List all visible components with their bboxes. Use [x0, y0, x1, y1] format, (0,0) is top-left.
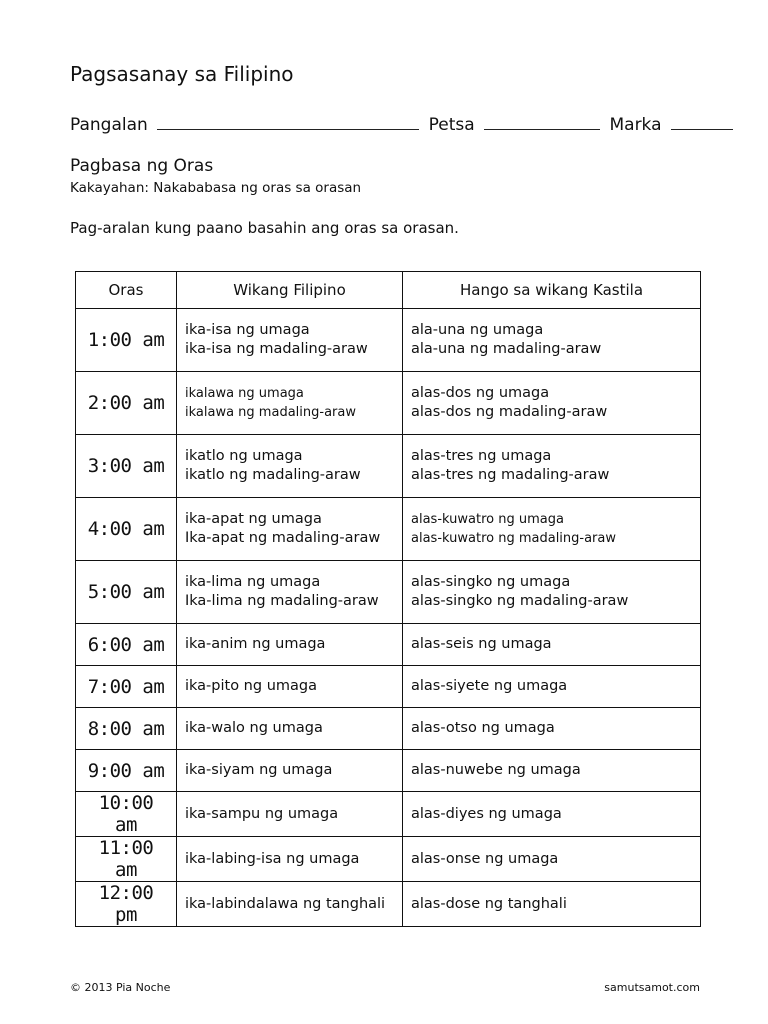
- spanish-cell: alas-nuwebe ng umaga: [403, 750, 701, 792]
- filipino-cell: ika-anim ng umaga: [177, 624, 403, 666]
- filipino-text: ikatlo ng madaling-araw: [185, 467, 361, 483]
- page-title: Pagsasanay sa Filipino: [70, 62, 294, 86]
- filipino-cell: [177, 498, 403, 561]
- score-blank: [671, 113, 733, 130]
- time-cell: 4:00 am: [76, 498, 177, 561]
- time-cell: 2:00 am: [76, 372, 177, 435]
- time-cell: 1:00 am: [76, 309, 177, 372]
- name-blank: [157, 113, 419, 130]
- table-row: [76, 498, 701, 561]
- filipino-text: ika-lima ng umaga: [185, 574, 321, 590]
- filipino-cell: ika-walo ng umaga: [177, 708, 403, 750]
- filipino-cell: ika-siyam ng umaga: [177, 750, 403, 792]
- spanish-cell: alas-diyes ng umaga: [403, 792, 701, 837]
- website-text: samutsamot.com: [604, 981, 700, 994]
- spanish-text: alas-singko ng madaling-araw: [411, 593, 629, 609]
- spanish-text: alas-tres ng madaling-araw: [411, 467, 610, 483]
- spanish-cell: alas-otso ng umaga: [403, 708, 701, 750]
- filipino-cell: ika-labindalawa ng tanghali: [177, 882, 403, 927]
- spanish-text: alas-kuwatro ng umaga: [411, 512, 564, 527]
- date-blank: [484, 113, 600, 130]
- filipino-text: Ika-lima ng madaling-araw: [185, 593, 379, 609]
- copyright-text: © 2013 Pia Noche: [70, 981, 171, 994]
- header-wikang-filipino: Wikang Filipino: [177, 272, 403, 309]
- filipino-text: Ika-apat ng madaling-araw: [185, 530, 381, 546]
- spanish-text: alas-tres ng umaga: [411, 448, 552, 464]
- spanish-cell: alas-seis ng umaga: [403, 624, 701, 666]
- table-row: [76, 750, 701, 792]
- spanish-text: alas-dos ng umaga: [411, 385, 550, 401]
- spanish-text: alas-kuwatro ng madaling-araw: [411, 531, 617, 546]
- table-row: [76, 624, 701, 666]
- spanish-text: alas-singko ng umaga: [411, 574, 571, 590]
- time-cell: 6:00 am: [76, 624, 177, 666]
- filipino-cell: ika-labing-isa ng umaga: [177, 837, 403, 882]
- time-cell: 12:00 pm: [76, 882, 177, 927]
- time-cell: 9:00 am: [76, 750, 177, 792]
- filipino-cell: ika-pito ng umaga: [177, 666, 403, 708]
- filipino-cell: [177, 435, 403, 498]
- filipino-text: ika-isa ng umaga: [185, 322, 310, 338]
- header-hango-sa-kastila: Hango sa wikang Kastila: [403, 272, 701, 309]
- name-label: Pangalan: [70, 115, 148, 135]
- spanish-cell: [403, 372, 701, 435]
- spanish-cell: alas-dose ng tanghali: [403, 882, 701, 927]
- time-reading-table: [75, 271, 701, 927]
- time-cell: 5:00 am: [76, 561, 177, 624]
- table-header-row: [76, 272, 701, 309]
- filipino-cell: [177, 309, 403, 372]
- spanish-text: alas-dos ng madaling-araw: [411, 404, 608, 420]
- filipino-text: ikatlo ng umaga: [185, 448, 303, 464]
- spanish-text: ala-una ng umaga: [411, 322, 544, 338]
- table-row: [76, 666, 701, 708]
- filipino-text: ika-apat ng umaga: [185, 511, 322, 527]
- spanish-cell: [403, 435, 701, 498]
- spanish-cell: alas-onse ng umaga: [403, 837, 701, 882]
- table-row: [76, 837, 701, 882]
- table-row: [76, 309, 701, 372]
- filipino-cell: ika-sampu ng umaga: [177, 792, 403, 837]
- date-label: Petsa: [428, 115, 475, 135]
- header-oras: Oras: [76, 272, 177, 309]
- table-row: [76, 708, 701, 750]
- table-row: [76, 435, 701, 498]
- filipino-text: ikalawa ng umaga: [185, 386, 304, 401]
- spanish-text: ala-una ng madaling-araw: [411, 341, 602, 357]
- table-row: [76, 792, 701, 837]
- time-cell: 3:00 am: [76, 435, 177, 498]
- section-title: Pagbasa ng Oras: [70, 156, 214, 176]
- filipino-cell: [177, 561, 403, 624]
- table-row: [76, 882, 701, 927]
- spanish-cell: [403, 498, 701, 561]
- spanish-cell: [403, 309, 701, 372]
- table-row: [76, 561, 701, 624]
- time-cell: 11:00 am: [76, 837, 177, 882]
- student-info-line: [70, 113, 737, 135]
- table-row: [76, 372, 701, 435]
- spanish-cell: alas-siyete ng umaga: [403, 666, 701, 708]
- time-cell: 8:00 am: [76, 708, 177, 750]
- instruction-text: Pag-aralan kung paano basahin ang oras sa orasan.: [70, 219, 459, 237]
- filipino-cell: [177, 372, 403, 435]
- filipino-text: ika-isa ng madaling-araw: [185, 341, 368, 357]
- time-cell: 7:00 am: [76, 666, 177, 708]
- skill-text: Kakayahan: Nakababasa ng oras sa orasan: [70, 180, 362, 196]
- spanish-cell: [403, 561, 701, 624]
- score-label: Marka: [609, 115, 662, 135]
- filipino-text: ikalawa ng madaling-araw: [185, 405, 356, 420]
- time-cell: 10:00 am: [76, 792, 177, 837]
